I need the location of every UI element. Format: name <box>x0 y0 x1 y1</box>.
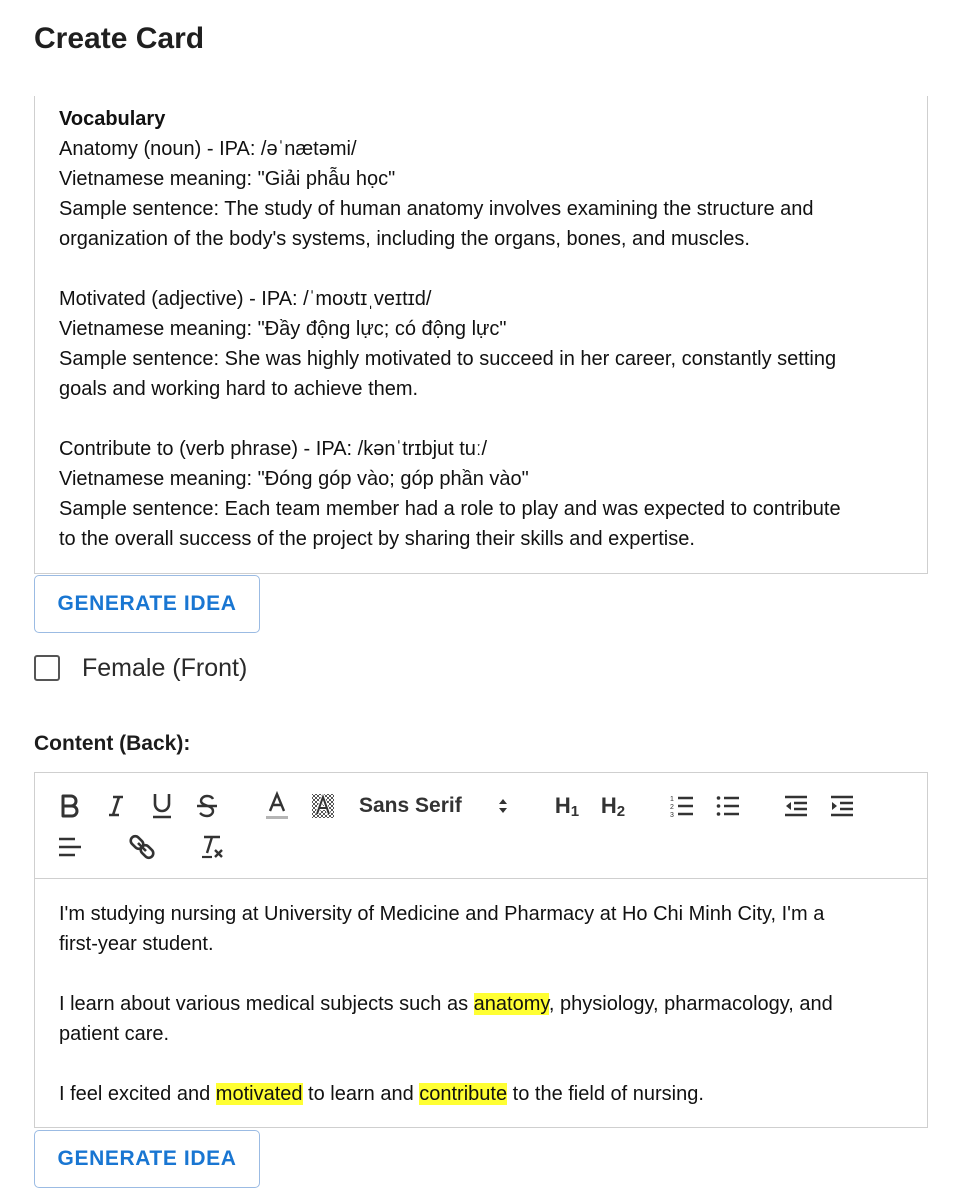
font-select-arrows-icon[interactable] <box>495 793 511 819</box>
paragraph-gap <box>59 959 905 989</box>
ordered-list-icon[interactable] <box>669 791 695 821</box>
entry-sample-line: Sample sentence: Each team member had a role to play and was expected to contribute <box>59 498 841 520</box>
underline-icon[interactable] <box>148 789 176 823</box>
entry-meaning-line: Vietnamese meaning: "Giải phẫu học" <box>59 168 396 190</box>
indent-icon[interactable] <box>829 791 855 821</box>
entry-sample-line: Sample sentence: The study of human anatomy involves examining the structure and <box>59 198 814 220</box>
entry-sample-line: organization of the body's systems, including the organs, bones, and muscles. <box>59 228 750 250</box>
outdent-icon[interactable] <box>783 791 809 821</box>
generate-idea-front-button[interactable]: GENERATE IDEA <box>34 575 260 633</box>
generate-idea-back-button[interactable]: GENERATE IDEA <box>34 1130 260 1188</box>
entry-meaning-line: Vietnamese meaning: "Đầy động lực; có động lực" <box>59 318 507 340</box>
paragraph-gap <box>59 404 905 434</box>
entry-sample-line: to the overall success of the project by sharing their skills and expertise. <box>59 528 695 550</box>
header-2-button[interactable] <box>597 791 629 821</box>
entry-sample-line: Sample sentence: She was highly motivated to succeed in her career, constantly setting <box>59 348 837 370</box>
highlighted-word: anatomy <box>473 993 549 1015</box>
paragraph-text: to the field of nursing. <box>507 1083 704 1105</box>
header-1-label: H1 <box>554 792 580 820</box>
paragraph-text: to learn and <box>302 1083 420 1105</box>
entry-word-line: Anatomy (noun) - IPA: /əˈnætəmi/ <box>59 138 357 160</box>
entry-word-line: Motivated (adjective) - IPA: /ˈmoʊtɪˌveɪtɪd/ <box>59 288 432 310</box>
female-front-checkbox[interactable] <box>34 655 60 681</box>
paragraph-gap <box>59 254 905 284</box>
paragraph-line <box>59 1079 905 1109</box>
female-front-label[interactable]: Female (Front) <box>82 653 248 682</box>
paragraph-line: I'm studying nursing at University of Medicine and Pharmacy at Ho Chi Minh City, I'm a <box>59 903 825 925</box>
highlighted-word: contribute <box>419 1083 508 1105</box>
svg-text:1: 1 <box>670 796 674 803</box>
front-content-text[interactable] <box>59 104 905 554</box>
bold-icon[interactable] <box>57 791 83 821</box>
front-content-editor[interactable] <box>34 96 928 574</box>
entry-sample-line: goals and working hard to achieve them. <box>59 378 419 400</box>
entry-meaning-line: Vietnamese meaning: "Đóng góp vào; góp phần vào" <box>59 468 529 490</box>
back-content-editor <box>34 772 928 1128</box>
paragraph-line: patient care. <box>59 1023 170 1045</box>
clear-format-icon[interactable] <box>197 831 227 863</box>
paragraph-text: I feel excited and <box>59 1083 216 1105</box>
editor-toolbar <box>35 773 927 879</box>
female-front-checkbox-row[interactable] <box>34 648 247 688</box>
font-select[interactable]: Sans Serif <box>359 794 462 817</box>
svg-text:3: 3 <box>670 812 674 818</box>
paragraph-text: , physiology, pharmacology, and <box>548 993 833 1015</box>
paragraph-line <box>59 989 905 1019</box>
entry-word-line: Contribute to (verb phrase) - IPA: /kənˈtrɪbjut tuː/ <box>59 438 488 460</box>
italic-icon[interactable] <box>103 791 129 821</box>
back-content-text[interactable] <box>59 899 905 1109</box>
link-icon[interactable] <box>127 831 157 863</box>
align-icon[interactable] <box>57 833 83 861</box>
vocabulary-heading: Vocabulary <box>59 108 166 130</box>
page-title: Create Card <box>34 22 205 55</box>
paragraph-text: I learn about various medical subjects such as <box>59 993 474 1015</box>
content-back-label: Content (Back): <box>34 732 191 755</box>
header-2-label: H2 <box>600 792 626 820</box>
highlighted-word: motivated <box>215 1083 303 1105</box>
background-color-icon[interactable] <box>308 789 338 823</box>
bullet-list-icon[interactable] <box>715 791 741 821</box>
paragraph-line: first-year student. <box>59 933 214 955</box>
strike-icon[interactable] <box>193 791 221 821</box>
font-color-icon[interactable] <box>263 789 291 823</box>
svg-text:2: 2 <box>670 804 674 811</box>
header-1-button[interactable] <box>551 791 583 821</box>
paragraph-gap <box>59 1049 905 1079</box>
